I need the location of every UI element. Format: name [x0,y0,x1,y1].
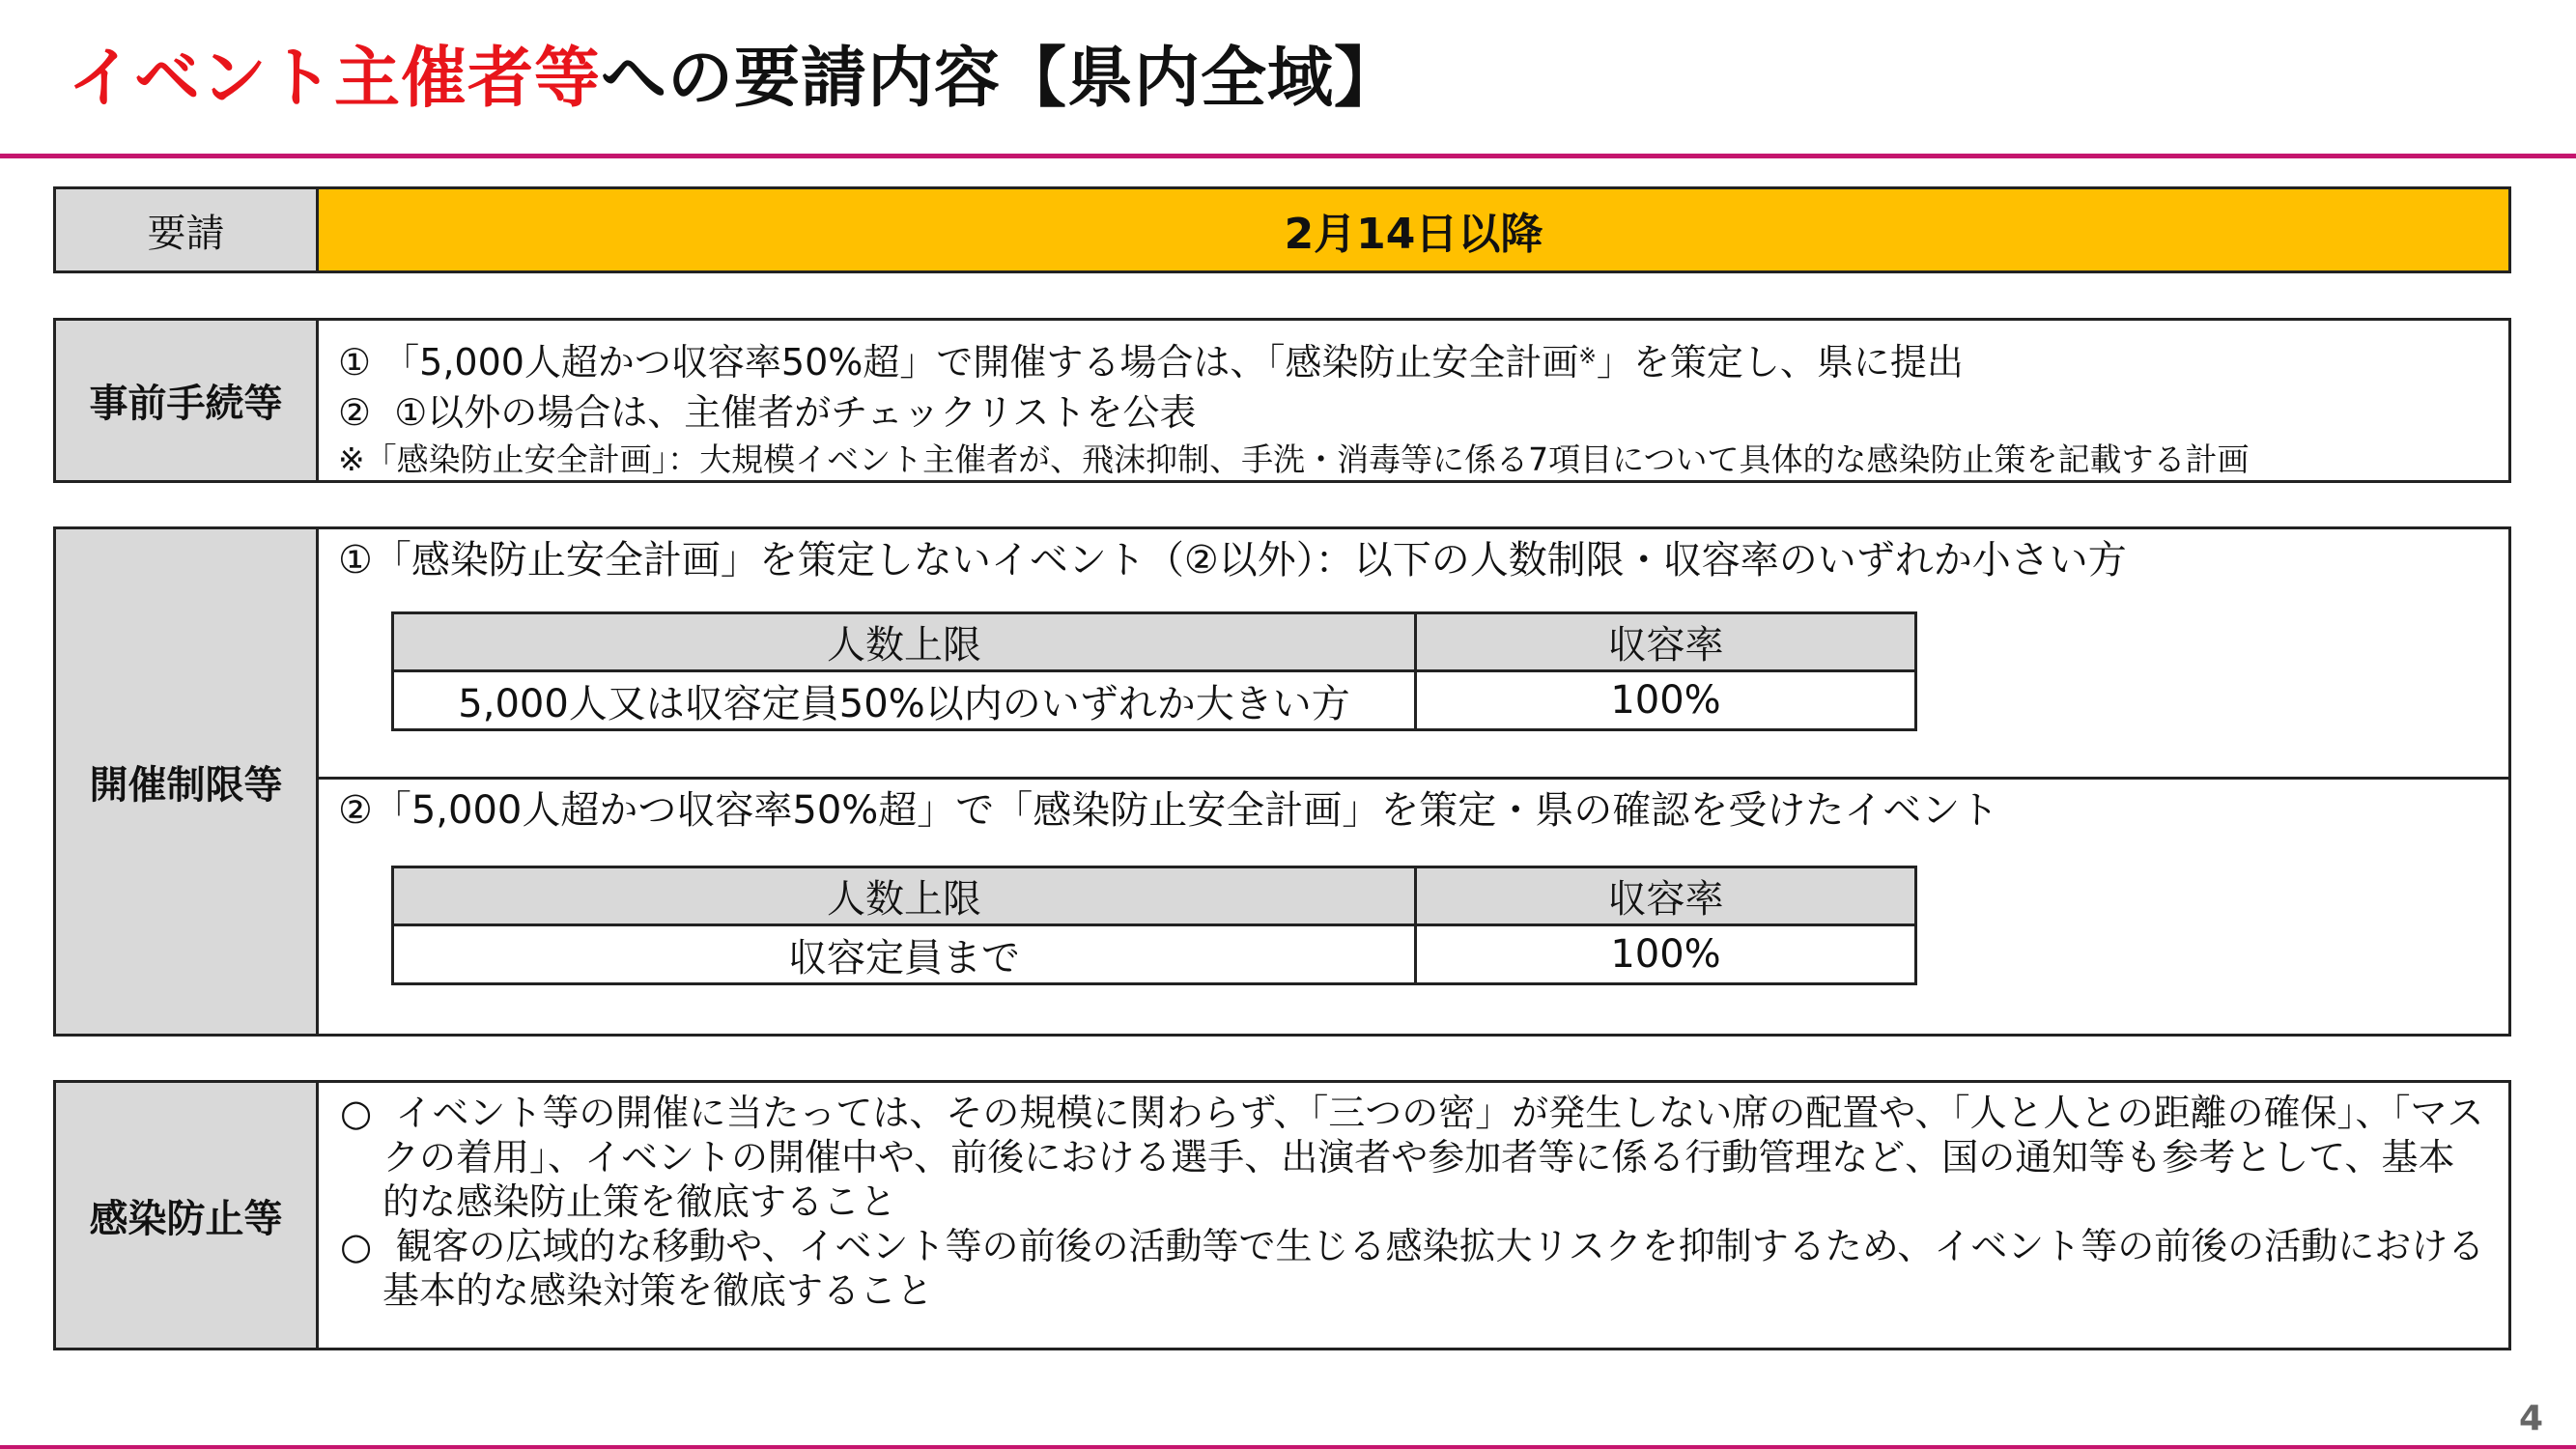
title-underline [0,154,2576,158]
infection-prevention-label: 感染防止等 [56,1083,319,1348]
event-limits-content [319,529,2508,1034]
infection-prevention-box [53,1080,2511,1350]
headcount-header: 人数上限 [393,613,1416,671]
headcount-header: 人数上限 [393,867,1416,925]
capacity-value: 100% [1416,671,1916,730]
capacity-value: 100% [1416,925,1916,984]
limits-case-2-title: ②「5,000人超かつ収容率50%超」で「感染防止安全計画」を策定・県の確認を受けたイベント [338,788,1999,833]
page-title [68,41,1401,117]
headcount-value: 収容定員まで [393,925,1416,984]
infection-bullet-1: ○ イベント等の開催に当たっては、その規模に関わらず、「三つの密」が発生しない席の配置や、「人と人との距離の確保」、「マスクの着用」、イベントの開催中や、前後における選手、出演者や参加者等に係る行動管理など、国の通知等も参考として、基本的な感染防止策を徹底すること [340,1092,2484,1223]
page-number: 4 [2518,1399,2543,1438]
capacity-header: 収容率 [1416,613,1916,671]
limits-case-1-table [391,611,1917,731]
request-row [53,186,2511,273]
infection-bullet-2: ○ 観客の広域的な移動や、イベント等の前後の活動等で生じる感染拡大リスクを抑制するため、イベント等の前後の活動における基本的な感染対策を徹底すること [340,1225,2485,1312]
limits-case-1-title: ①「感染防止安全計画」を策定しないイベント（②以外）：以下の人数制限・収容率のいずれか小さい方 [338,538,2127,582]
title-rest: への要請内容【県内全域】 [601,41,1401,117]
prior-footnote: ※「感染防止安全計画」：大規模イベント主催者が、飛沫抑制、手洗・消毒等に係る7項目について具体的な感染防止策を記載する計画 [338,440,2250,478]
infection-prevention-content [319,1083,2508,1348]
limits-case-1 [319,529,2508,780]
prior-procedures-content [319,321,2508,480]
capacity-header: 収容率 [1416,867,1916,925]
footnote-mark: ※ [1578,345,1597,369]
prior-item-2: ② ①以外の場合は、主催者がチェックリストを公表 [338,391,1197,434]
prior-item-1: ① 「5,000人超かつ収容率50%超」で開催する場合は、「感染防止安全計画※」を策定し、県に提出 [338,341,1964,384]
event-limits-label: 開催制限等 [56,529,319,1034]
headcount-value: 5,000人又は収容定員50%以内のいずれか大きい方 [393,671,1416,730]
prior-procedures-label: 事前手続等 [56,321,319,480]
prior-procedures-box [53,318,2511,483]
request-period: 2月14日以降 [319,189,2508,270]
footer-line [0,1445,2576,1449]
request-label: 要請 [56,189,319,270]
limits-case-2-table [391,866,1917,985]
title-highlight: イベント主催者等 [68,41,602,117]
event-limits-box [53,526,2511,1037]
limits-case-2 [319,780,2508,1034]
